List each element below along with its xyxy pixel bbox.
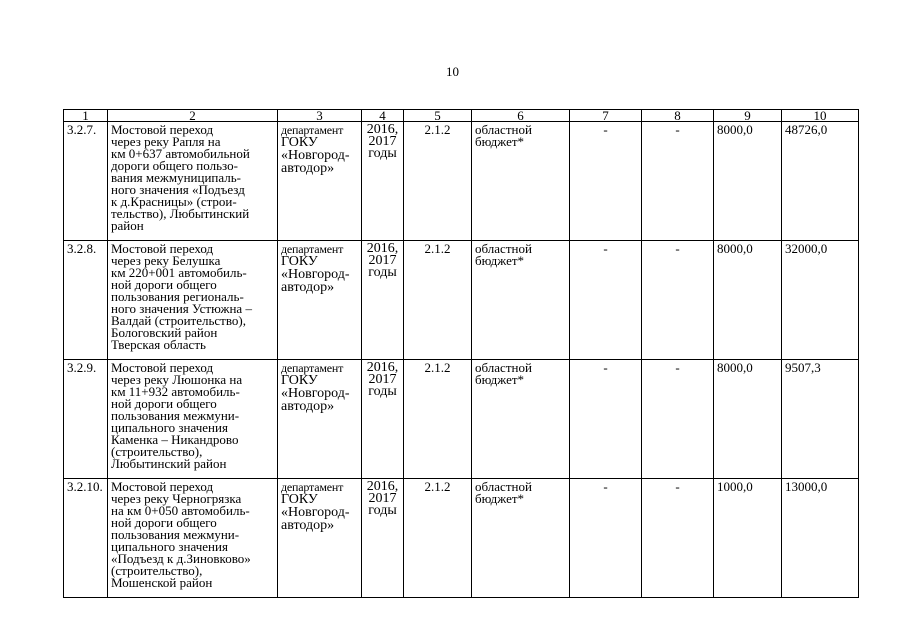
row-number: 3.2.7. [64,122,108,241]
responsible-executor [278,241,362,360]
row-number: 3.2.10. [64,479,108,598]
value-col-9: 1000,0 [714,479,782,598]
implementation-years: 2016, 2017 годы [362,122,404,241]
funding-source: областной бюджет* [472,122,570,241]
value-col-7: - [570,122,642,241]
value-col-10: 9507,3 [782,360,859,479]
column-header-10: 10 [782,110,859,122]
value-col-7: - [570,360,642,479]
object-name: Мостовой переход через реку Черногрязка на км 0+050 автомобиль- ной дороги общего пользования межмуни- ципального значения «Подъезд к д.Зиновково» (строительство), Мошенской район [108,479,278,598]
executor-department: департамент [281,480,344,494]
header-row [64,110,859,122]
executor-department: департамент [281,242,344,256]
column-header-2: 2 [108,110,278,122]
executor-agency: ГОКУ «Новгород- автодор» [281,254,350,295]
implementation-years: 2016, 2017 годы [362,479,404,598]
column-header-6: 6 [472,110,570,122]
object-name: Мостовой переход через реку Рапля на км 0+637 автомобильной дороги общего пользо- вания межмуниципаль- ного значения «Подъезд к д.Красницы» (строи- тельство), Любытинский район [108,122,278,241]
column-header-7: 7 [570,110,642,122]
value-col-9: 8000,0 [714,241,782,360]
value-col-7: - [570,479,642,598]
target-code: 2.1.2 [404,360,472,479]
table-row [64,479,859,598]
table-row [64,241,859,360]
target-code: 2.1.2 [404,241,472,360]
value-col-8: - [642,241,714,360]
column-header-1: 1 [64,110,108,122]
value-col-8: - [642,122,714,241]
responsible-executor [278,479,362,598]
target-code: 2.1.2 [404,479,472,598]
responsible-executor [278,360,362,479]
value-col-7: - [570,241,642,360]
column-header-4: 4 [362,110,404,122]
executor-agency: ГОКУ «Новгород- автодор» [281,373,350,414]
value-col-10: 32000,0 [782,241,859,360]
value-col-10: 48726,0 [782,122,859,241]
table-row [64,360,859,479]
row-number: 3.2.9. [64,360,108,479]
implementation-years: 2016, 2017 годы [362,360,404,479]
executor-department: департамент [281,361,344,375]
responsible-executor [278,122,362,241]
implementation-years: 2016, 2017 годы [362,241,404,360]
funding-source: областной бюджет* [472,360,570,479]
value-col-9: 8000,0 [714,122,782,241]
column-header-8: 8 [642,110,714,122]
value-col-10: 13000,0 [782,479,859,598]
executor-agency: ГОКУ «Новгород- автодор» [281,135,350,176]
executor-department: департамент [281,123,344,137]
row-number: 3.2.8. [64,241,108,360]
program-table [63,109,859,598]
column-header-3: 3 [278,110,362,122]
object-name: Мостовой переход через реку Белушка км 220+001 автомобиль- ной дороги общего пользования региональ- ного значения Устюжна – Валдай (строительство), Бологовский район Тверская область [108,241,278,360]
funding-source: областной бюджет* [472,479,570,598]
funding-source: областной бюджет* [472,241,570,360]
value-col-8: - [642,479,714,598]
table-row [64,122,859,241]
target-code: 2.1.2 [404,122,472,241]
executor-agency: ГОКУ «Новгород- автодор» [281,492,350,533]
page-number: 10 [446,64,459,79]
column-header-5: 5 [404,110,472,122]
object-name: Мостовой переход через реку Люшонка на км 11+932 автомобиль- ной дороги общего пользования межмуни- ципального значения Каменка – Никандрово (строительство), Любытинский район [108,360,278,479]
column-header-9: 9 [714,110,782,122]
value-col-9: 8000,0 [714,360,782,479]
value-col-8: - [642,360,714,479]
